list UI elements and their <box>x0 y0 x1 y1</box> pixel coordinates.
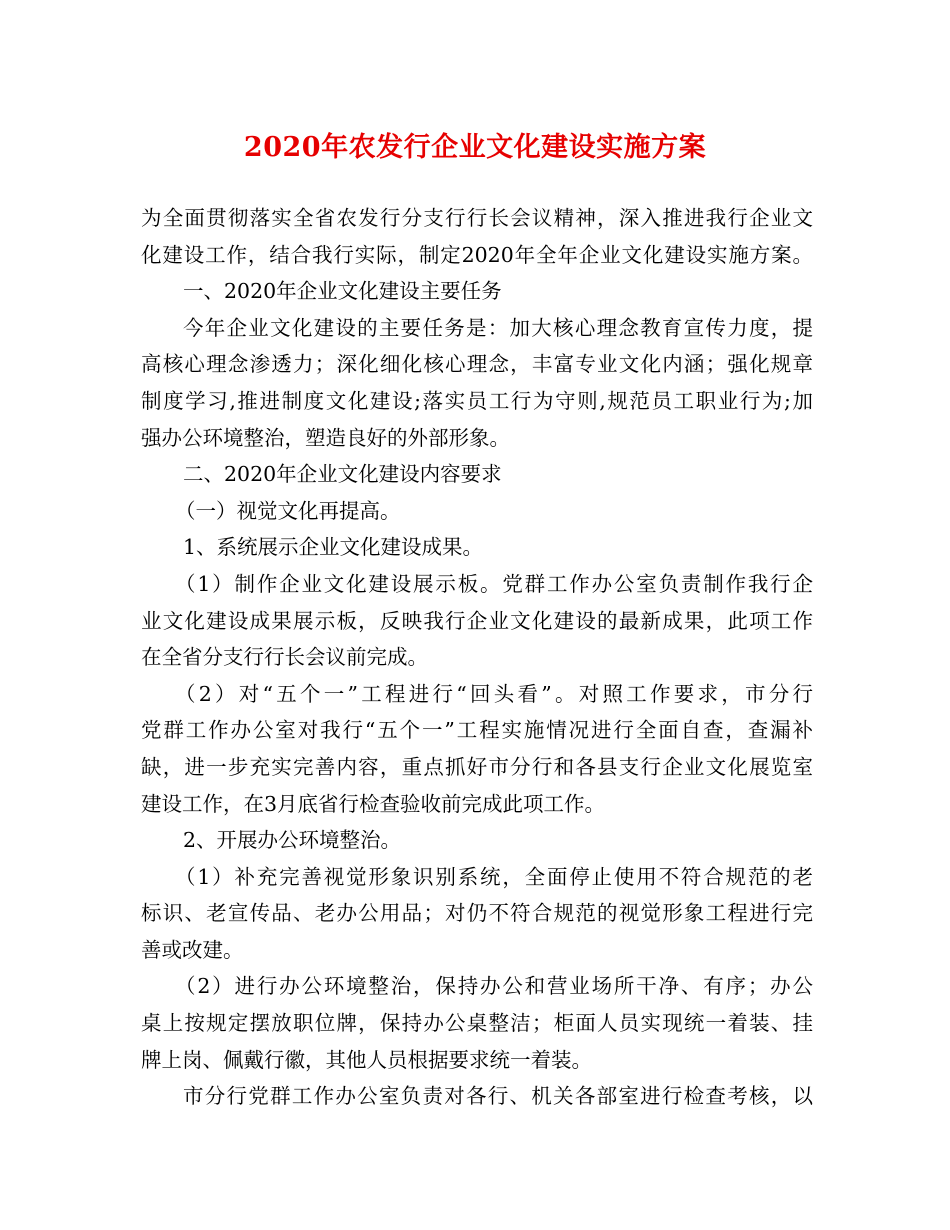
item-heading: 2、开展办公环境整治。 <box>183 828 402 853</box>
document-title: 2020年农发行企业文化建设实施方案 <box>243 132 707 163</box>
paragraph-line: 高核心理念渗透力；深化细化核心理念，丰富专业文化内涵；强化规章 <box>141 352 813 377</box>
subsection-heading: （一）视觉文化再提高。 <box>175 498 401 523</box>
paragraph-line: 在全省分支行行长会议前完成。 <box>141 645 428 670</box>
item-heading: 1、系统展示企业文化建设成果。 <box>183 535 484 560</box>
paragraph-line: 标识、老宣传品、老办公用品；对仍不符合规范的视觉形象工程进行完 <box>141 901 813 926</box>
paragraph-line: （1）补充完善视觉形象识别系统，全面停止使用不符合规范的老 <box>175 864 813 889</box>
paragraph-line: 桌上按规定摆放职位牌，保持办公桌整洁；柜面人员实现统一着装、挂 <box>141 1011 813 1036</box>
paragraph-line: （2）进行办公环境整治，保持办公和营业场所干净、有序；办公 <box>175 974 813 999</box>
paragraph-line: 建设工作，在3月底省行检查验收前完成此项工作。 <box>141 791 606 816</box>
paragraph-line: 为全面贯彻落实全省农发行分支行行长会议精神，深入推进我行企业文 <box>141 206 813 230</box>
paragraph-line: 缺，进一步充实完善内容，重点抓好市分行和各县支行企业文化展览室 <box>141 754 813 779</box>
paragraph-line: 今年企业文化建设的主要任务是：加大核心理念教育宣传力度，提 <box>183 315 813 340</box>
paragraph-line: 牌上岗、佩戴行徽，其他人员根据要求统一着装。 <box>141 1047 592 1072</box>
section-heading: 一、2020年企业文化建设主要任务 <box>183 279 502 304</box>
paragraph-line: 党群工作办公室对我行“五个一”工程实施情况进行全面自查，查漏补 <box>141 718 813 743</box>
paragraph-line: 善或改建。 <box>141 937 244 962</box>
paragraph-line: 化建设工作，结合我行实际，制定2020年全年企业文化建设实施方案。 <box>141 242 813 267</box>
document-body <box>141 200 813 1115</box>
section-heading: 二、2020年企业文化建设内容要求 <box>183 462 502 487</box>
paragraph-line: 制度学习,推进制度文化建设;落实员工行为守则,规范员工职业行为;加 <box>141 388 813 413</box>
paragraph-line: （2）对“五个一”工程进行“回头看”。对照工作要求，市分行 <box>175 681 813 706</box>
paragraph-line: 强办公环境整治，塑造良好的外部形象。 <box>141 425 510 450</box>
paragraph-line: 业文化建设成果展示板，反映我行企业文化建设的最新成果，此项工作 <box>141 608 813 633</box>
paragraph-line: （1）制作企业文化建设展示板。党群工作办公室负责制作我行企 <box>175 571 813 596</box>
paragraph-line: 市分行党群工作办公室负责对各行、机关各部室进行检查考核，以 <box>183 1084 813 1109</box>
